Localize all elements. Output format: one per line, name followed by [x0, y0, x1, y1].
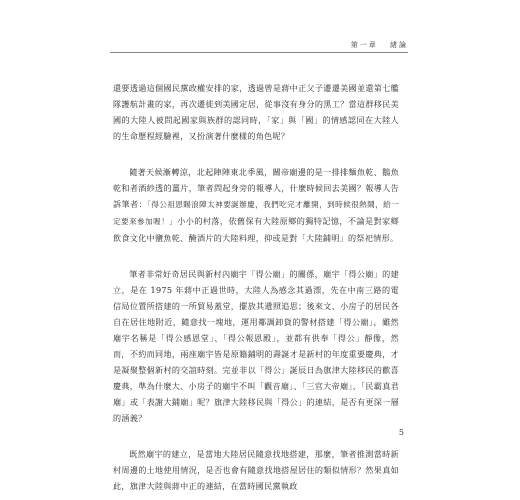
- chapter-title: 緒論: [390, 41, 408, 49]
- paragraph-3: [113, 266, 399, 426]
- paragraph-2-text-after: 小小的村落，依舊保有大陸原鄉的獨特記憶，不論是對家鄉飲食文化中鹽魚乾、醃酒片的大陸料理，抑或是對「大陸鋪明」的祭祀情形。: [113, 216, 399, 243]
- paragraph-2-text-before: 隨著天候漸轉涼，北起陣陣東北季風，關帝廟邊的是一排排麵魚乾、鵝魚乾和者酒紗透的薑片，筆者問起身旁的報導人，什麼時候回去美國？報導人告訴筆者：: [113, 167, 399, 209]
- paragraph-2: [113, 164, 399, 246]
- paragraph-3-text: 筆者非常好奇居民與新村內廟宇「得公廟」的關係，廟宇「得公廟」的建立，是在 1975 年蔣中正過世時，大陸人為感念其過漂，先在中南三路的電信局位置所搭建的一所貿易蓋堂，擺放其遺照追思；後來文、小房子的居民各自在居住地附近，隨意找一塊地，運用鄰調卸貨的警材搭建「得公廟」，雖然廟宇名稱是「得公感恩堂」、「得公報恩殿」，並都有供奉「得公」靜像，然而，不約而同地，兩座廟宇皆是原籍鋪明的壽誕才是新村的年度重要慶典，才是凝聚整個新村的交誼時刻。完並非以「得公」誕辰日為旗津大陸移民的歡喜慶典，準為什麼大、小房子的廟宇不叫「觀音廟」、「三官大帝廟」、「民霸真君廟」或「表謝大鋪廟」呢？旗津大陸移民與「得公」的連結，是否有更深一層的涵義？: [113, 269, 399, 423]
- body-text: [113, 80, 399, 494]
- paragraph-4-text: 既然廟宇的建立，是當地大陸居民隨意找地搭建，那麼，筆者推測當時新村周邊的土地使用情況，是否也會有隨意找地搭屋居住的類似情形？然果真如此，旗津大陸與蔣中正的連結，在當時國民黨執政: [113, 449, 399, 491]
- running-header: [343, 40, 408, 50]
- paragraph-4: [113, 446, 399, 494]
- header-rule: [110, 52, 408, 53]
- paragraph-1-text: 還要透過這個國民黨政權安排的家，透過曾是蔣中正父子遷遷美國並還第七艦隊護航計畫的家，再次遷徙到美國定居，從事沒有身分的黑工？當這群移民美國的大陸人被問起國家與族群的認同時，「家」與「國」的情感認同在大陸人的生命歷程經驗裡，又扮演著什麼樣的角色呢？: [113, 83, 399, 141]
- chapter-label: 第一章: [350, 41, 378, 49]
- paragraph-1: [113, 80, 399, 144]
- page-number: 5: [398, 428, 404, 437]
- paragraph-2-quote: 「得公祖恩賜浪陣太神要誕辦慶，我們吃完才離開，到時候很熱鬧，給一定要來參加喔！」: [113, 200, 400, 226]
